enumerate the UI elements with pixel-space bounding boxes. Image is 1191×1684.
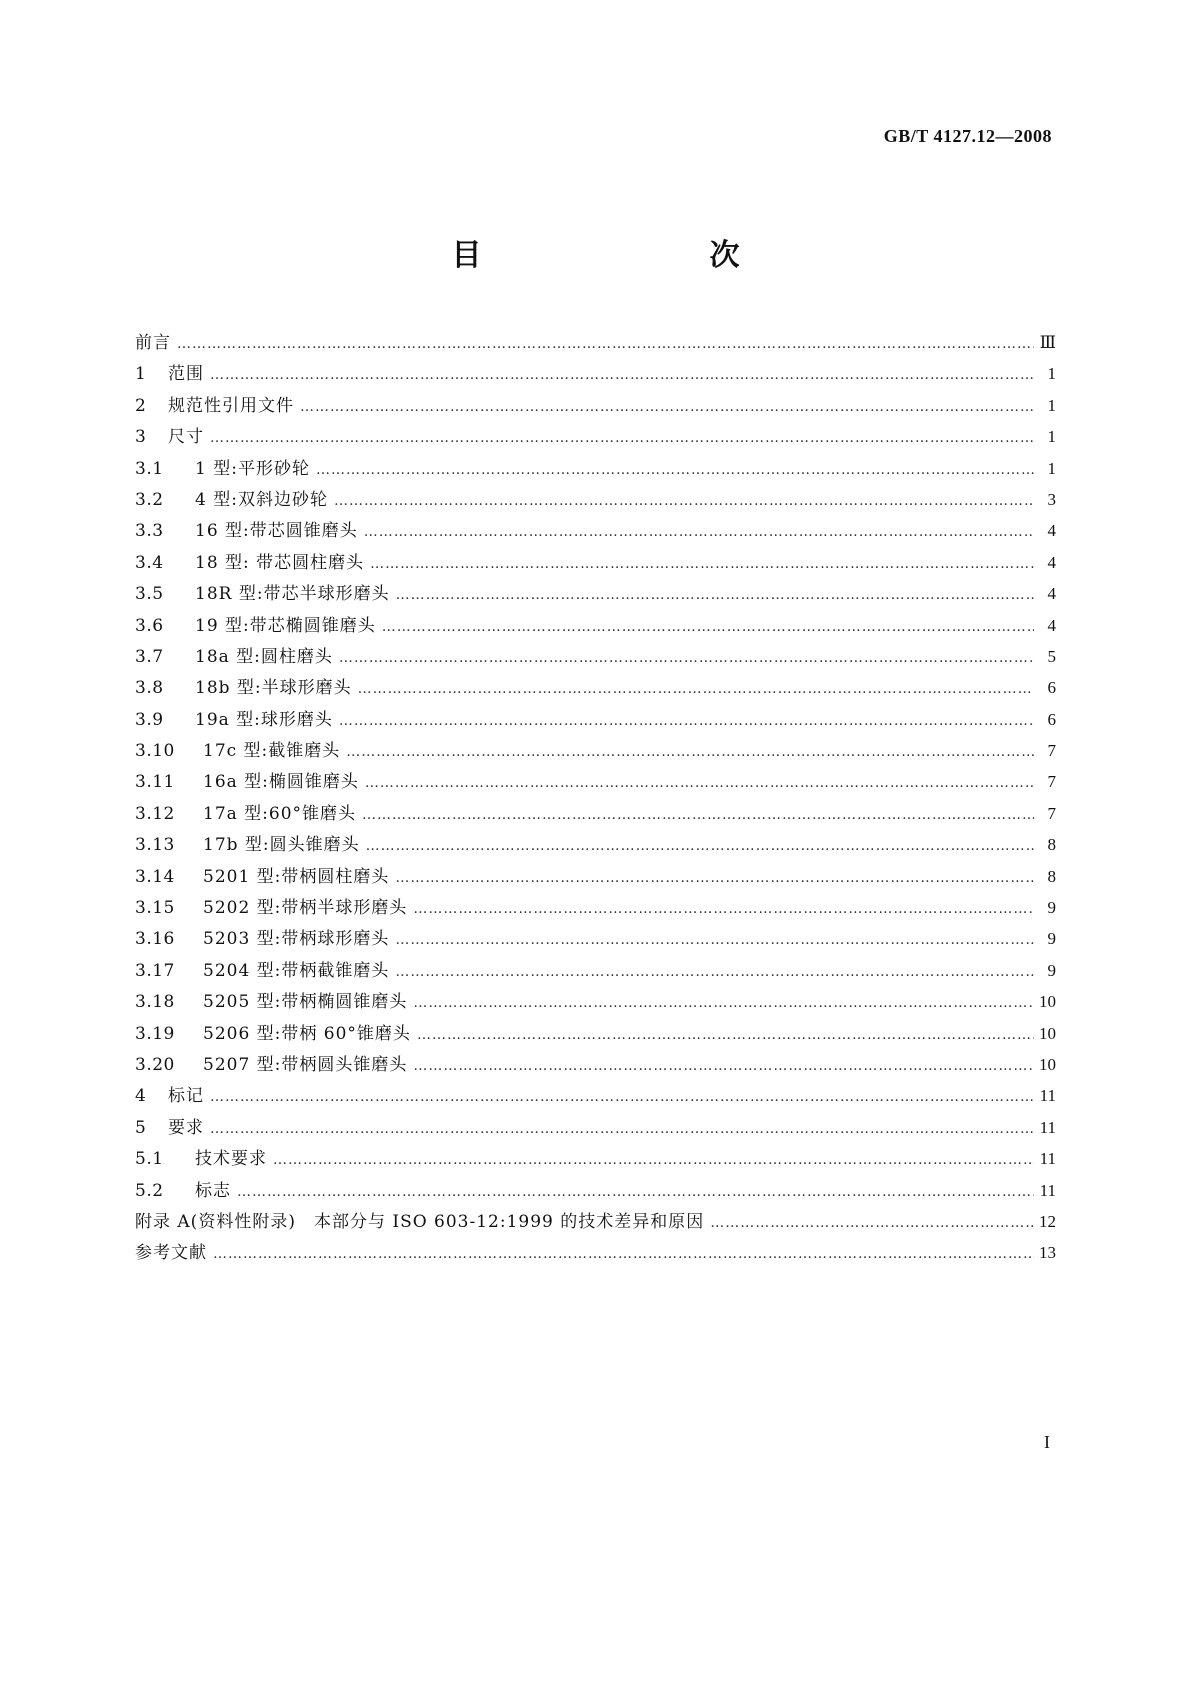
- toc-entry-title: 18b 型:半球形磨头: [195, 678, 352, 699]
- dot-leader: [413, 988, 1034, 1019]
- dot-leader: [210, 423, 1034, 454]
- toc-entry-page: 13: [1039, 1243, 1056, 1263]
- toc-entry-number: 2: [135, 395, 147, 416]
- toc-entry[interactable]: [135, 515, 1056, 546]
- toc-entry[interactable]: [135, 955, 1056, 986]
- toc-entry[interactable]: [135, 484, 1056, 515]
- dot-leader: [210, 1114, 1034, 1145]
- dot-leader: [710, 1208, 1034, 1239]
- toc-entry-title: 18R 型:带芯半球形磨头: [195, 584, 390, 605]
- toc-entry-number: 4: [135, 1086, 147, 1107]
- toc-entry-page: 4: [1047, 615, 1056, 635]
- toc-entry[interactable]: [135, 641, 1056, 672]
- toc-entry-number: 5.2: [135, 1180, 164, 1201]
- toc-entry-number: 3.2: [135, 489, 164, 510]
- toc-entry-title: 技术要求: [195, 1149, 267, 1170]
- toc-entry-number: 3.16: [135, 929, 175, 950]
- toc-entry-number: 3.18: [135, 992, 175, 1013]
- toc-entry[interactable]: [135, 358, 1056, 389]
- toc-entry-title: 1 型:平形砂轮: [195, 458, 310, 479]
- toc-entry[interactable]: [135, 1018, 1056, 1049]
- toc-entry[interactable]: [135, 453, 1056, 484]
- toc-entry-page: 7: [1047, 741, 1056, 761]
- toc-entry-page: 4: [1047, 584, 1056, 604]
- toc-entry-number: 3: [135, 427, 147, 448]
- toc-entry[interactable]: [135, 923, 1056, 954]
- dot-leader: [395, 925, 1034, 956]
- toc-entry-number: 3.5: [135, 584, 164, 605]
- toc-entry-number: 3.19: [135, 1023, 175, 1044]
- toc-entry-number: 5: [135, 1117, 147, 1138]
- dot-leader: [413, 894, 1034, 925]
- toc-entry-page: 6: [1047, 678, 1056, 698]
- toc-entry-page: 8: [1047, 835, 1056, 855]
- toc-entry-title: 5205 型:带柄椭圆锥磨头: [203, 992, 408, 1013]
- toc-entry-page: 11: [1039, 1086, 1056, 1106]
- toc-entry-title: 16a 型:椭圆锥磨头: [203, 772, 359, 793]
- toc-entry-title: 5201 型:带柄圆柱磨头: [203, 866, 390, 887]
- toc-entry[interactable]: [135, 1080, 1056, 1111]
- dot-leader: [413, 1051, 1034, 1082]
- toc-entry-title: 18 型: 带芯圆柱磨头: [195, 552, 365, 573]
- toc-entry-title: 18a 型:圆柱磨头: [195, 646, 333, 667]
- toc-entry-page: 10: [1039, 1023, 1056, 1043]
- page-title: 目 次: [451, 238, 796, 273]
- dot-leader: [396, 580, 1034, 611]
- toc-entry-title: 17a 型:60°锥磨头: [203, 803, 357, 824]
- dot-leader: [417, 1020, 1034, 1051]
- toc-entry-bibliography[interactable]: [135, 1237, 1056, 1268]
- toc-entry-number: 3.15: [135, 898, 175, 919]
- toc-entry-page: 9: [1047, 960, 1056, 980]
- dot-leader: [395, 863, 1034, 894]
- toc-entry[interactable]: [135, 1112, 1056, 1143]
- toc-entry-title: 19a 型:球形磨头: [195, 709, 333, 730]
- dot-leader: [358, 674, 1034, 705]
- toc-entry-page: 5: [1047, 646, 1056, 666]
- toc-entry[interactable]: [135, 861, 1056, 892]
- toc-entry-page: 4: [1047, 521, 1056, 541]
- dot-leader: [273, 1145, 1034, 1176]
- toc-entry-page: 7: [1047, 803, 1056, 823]
- toc-entry-title: 标记: [168, 1086, 204, 1107]
- toc-entry[interactable]: [135, 986, 1056, 1017]
- toc-entry[interactable]: [135, 547, 1056, 578]
- dot-leader: [346, 737, 1034, 768]
- toc-entry[interactable]: [135, 390, 1056, 421]
- toc-entry-page: 10: [1039, 992, 1056, 1012]
- toc-entry-title: 范围: [168, 364, 204, 385]
- toc-entry[interactable]: [135, 578, 1056, 609]
- toc-entry-number: 3.3: [135, 521, 164, 542]
- toc-entry-page: 9: [1047, 898, 1056, 918]
- toc-entry-annex-a[interactable]: [135, 1206, 1056, 1237]
- toc-entry-page: 4: [1047, 552, 1056, 572]
- toc-entry-page: 11: [1039, 1149, 1056, 1169]
- toc-entry-number: 3.10: [135, 741, 175, 762]
- toc-entry-number: 3.8: [135, 678, 164, 699]
- toc-entry[interactable]: [135, 735, 1056, 766]
- toc-entry-number: 1: [135, 364, 147, 385]
- toc-entry-title: 4 型:双斜边砂轮: [195, 489, 328, 510]
- dot-leader: [382, 612, 1034, 643]
- dot-leader: [365, 768, 1034, 799]
- dot-leader: [237, 1177, 1034, 1208]
- toc-entry-page: 7: [1047, 772, 1056, 792]
- toc-entry-number: 3.6: [135, 615, 164, 636]
- dot-leader: [364, 517, 1034, 548]
- dot-leader: [370, 549, 1034, 580]
- dot-leader: [339, 706, 1034, 737]
- toc-entry-page: 9: [1047, 929, 1056, 949]
- table-of-contents: [135, 327, 1056, 1269]
- page-number: I: [1044, 1432, 1050, 1452]
- toc-entry-page: 3: [1047, 489, 1056, 509]
- toc-entry-title: 5203 型:带柄球形磨头: [203, 929, 390, 950]
- toc-entry-title: 17c 型:截锥磨头: [203, 741, 341, 762]
- toc-entry-title: 参考文献: [135, 1243, 207, 1264]
- toc-entry-page: 10: [1039, 1054, 1056, 1074]
- toc-entry-page: 11: [1039, 1117, 1056, 1137]
- toc-entry[interactable]: [135, 672, 1056, 703]
- toc-entry-number: 3.9: [135, 709, 164, 730]
- toc-entry-number: 3.12: [135, 803, 175, 824]
- toc-entry-title: 5204 型:带柄截锥磨头: [203, 960, 390, 981]
- toc-entry-title: 尺寸: [168, 427, 204, 448]
- dot-leader: [366, 831, 1034, 862]
- toc-entry[interactable]: [135, 798, 1056, 829]
- toc-entry[interactable]: [135, 766, 1056, 797]
- toc-entry-title: 5202 型:带柄半球形磨头: [203, 898, 408, 919]
- document-code: GB/T 4127.12—2008: [883, 126, 1052, 146]
- toc-entry-number: 3.17: [135, 960, 175, 981]
- toc-entry-title: 规范性引用文件: [168, 395, 294, 416]
- toc-entry[interactable]: [135, 892, 1056, 923]
- toc-entry[interactable]: [135, 1143, 1056, 1174]
- dot-leader: [210, 1082, 1034, 1113]
- dot-leader: [334, 486, 1034, 517]
- toc-entry-title: 5207 型:带柄圆头锥磨头: [203, 1054, 408, 1075]
- toc-entry[interactable]: [135, 704, 1056, 735]
- dot-leader: [177, 329, 1034, 360]
- toc-entry-page: 8: [1047, 866, 1056, 886]
- dot-leader: [300, 392, 1034, 423]
- dot-leader: [339, 643, 1034, 674]
- toc-entry-title: 附录 A(资料性附录) 本部分与 ISO 603-12:1999 的技术差异和原因: [135, 1211, 705, 1232]
- toc-entry[interactable]: [135, 1175, 1056, 1206]
- toc-entry-title: 5206 型:带柄 60°锥磨头: [203, 1023, 411, 1044]
- dot-leader: [213, 1239, 1034, 1270]
- toc-entry-page: Ⅲ: [1039, 333, 1056, 352]
- toc-entry-number: 3.11: [135, 772, 175, 793]
- toc-entry-title: 16 型:带芯圆锥磨头: [195, 521, 358, 542]
- toc-entry[interactable]: [135, 829, 1056, 860]
- toc-entry[interactable]: [135, 610, 1056, 641]
- toc-entry-page: 12: [1039, 1211, 1056, 1231]
- toc-entry-number: 3.13: [135, 835, 175, 856]
- toc-entry-page: 11: [1039, 1180, 1056, 1200]
- dot-leader: [316, 455, 1034, 486]
- toc-entry-title: 标志: [195, 1180, 231, 1201]
- toc-entry[interactable]: [135, 421, 1056, 452]
- toc-entry-number: 3.14: [135, 866, 175, 887]
- dot-leader: [362, 800, 1034, 831]
- toc-entry-page: 1: [1047, 364, 1056, 384]
- toc-entry-page: 1: [1047, 395, 1056, 415]
- toc-entry-number: 3.4: [135, 552, 164, 573]
- dot-leader: [395, 957, 1034, 988]
- toc-entry-foreword[interactable]: [135, 327, 1056, 358]
- toc-entry-page: 6: [1047, 709, 1056, 729]
- toc-entry[interactable]: [135, 1049, 1056, 1080]
- toc-entry-number: 3.7: [135, 646, 164, 667]
- toc-entry-number: 3.1: [135, 458, 164, 479]
- toc-entry-page: 1: [1047, 427, 1056, 447]
- toc-entry-title: 要求: [168, 1117, 204, 1138]
- toc-entry-number: 5.1: [135, 1149, 164, 1170]
- toc-entry-number: 3.20: [135, 1054, 175, 1075]
- toc-entry-page: 1: [1047, 458, 1056, 478]
- dot-leader: [210, 360, 1034, 391]
- toc-entry-title: 19 型:带芯椭圆锥磨头: [195, 615, 376, 636]
- toc-entry-title: 17b 型:圆头锥磨头: [203, 835, 360, 856]
- toc-entry-title: 前言: [135, 333, 171, 353]
